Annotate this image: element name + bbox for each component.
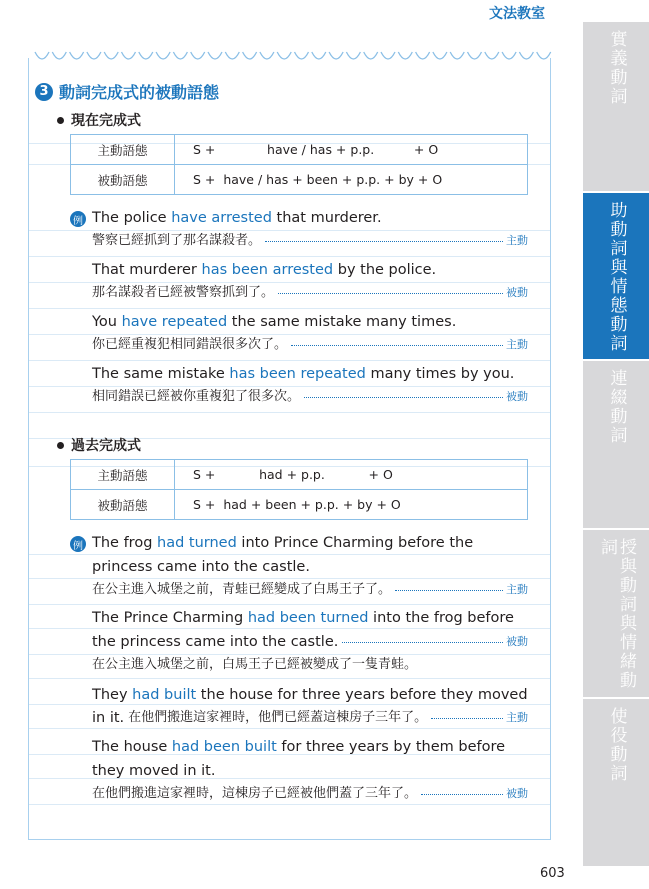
section-title [35, 80, 219, 103]
spiral-loop [329, 52, 343, 59]
subheading-past-perfect: 過去完成式 [57, 435, 141, 455]
spiral-loop [381, 52, 395, 59]
section-title-text: 動詞完成式的被動語態 [59, 83, 220, 102]
example-item [92, 735, 528, 805]
spiral-loop [122, 52, 136, 59]
spiral-loop [346, 52, 360, 59]
example-sentence-continued: princess came into the castle. [92, 559, 310, 575]
example-translation: 你已經重複犯相同錯誤很多次了。 主動 [92, 334, 528, 356]
subheading-present-perfect: 現在完成式 [57, 110, 141, 130]
tab-content-verbs[interactable]: 實義動詞 [583, 22, 649, 191]
spiral-loop [260, 52, 274, 59]
spiral-loop [35, 52, 49, 59]
voice-tag: 被動 [506, 286, 528, 299]
spiral-loop [295, 52, 309, 59]
voice-label: 主動語態 [71, 135, 175, 165]
example-translation: 在他們搬進這家裡時，這棟房子已經被他們蓋了三年了。 被動 [92, 783, 528, 805]
example-sentence: The house had been built for three years by them before [92, 739, 506, 755]
tab-causative-verbs[interactable]: 使役動詞 [583, 699, 649, 866]
spiral-loop [398, 52, 412, 59]
tab-linking-verbs[interactable]: 連綴動詞 [583, 361, 649, 528]
table-row [71, 135, 528, 165]
example-translation: in it. 在他們搬進這家裡時，他們已經蓋這棟房子三年了。 主動 [92, 707, 528, 729]
example-sentence: The police have arrested that murderer. [92, 210, 382, 226]
bullet-dot [57, 442, 64, 449]
spiral-loop [485, 52, 499, 59]
spiral-loop [450, 52, 464, 59]
voice-tag: 主動 [506, 234, 528, 247]
spiral-loop [208, 52, 222, 59]
example-sentence: You have repeated the same mistake many times. [92, 314, 457, 330]
formula-cell: S + had + p.p. + O [175, 460, 528, 490]
spiral-loop [87, 52, 101, 59]
spiral-loop [312, 52, 326, 59]
example-icon: 例 [70, 211, 86, 227]
tab-dative-verbs[interactable]: 授與動詞與情緒動詞 [583, 530, 649, 697]
example-sentence-continued: they moved in it. [92, 763, 216, 779]
example-item [92, 606, 528, 676]
spiral-loop [156, 52, 170, 59]
formula-cell: S + have / has + p.p. + O [175, 135, 528, 165]
voice-tag: 主動 [506, 338, 528, 351]
example-sentence: The frog had turned into Prince Charming before the [92, 535, 474, 551]
chapter-sidebar [583, 22, 649, 866]
example-sentence: The same mistake has been repeated many times by you. [92, 366, 515, 382]
spiral-loop [52, 52, 66, 59]
spiral-loop [104, 52, 118, 59]
voice-tag: 被動 [506, 635, 528, 648]
page-number: 603 [540, 866, 565, 881]
page-header-title: 文法教室 [489, 6, 545, 22]
example-translation: 相同錯誤已經被你重複犯了很多次。 被動 [92, 386, 528, 408]
tab-auxiliary-verbs[interactable]: 助動詞與情態動詞 [583, 193, 649, 359]
spiral-loop [468, 52, 482, 59]
example-item [92, 206, 528, 252]
spiral-loop [502, 52, 516, 59]
spiral-loop [139, 52, 153, 59]
spiral-loop [173, 52, 187, 59]
spiral-loop [519, 52, 533, 59]
voice-label: 被動語態 [71, 490, 175, 520]
formula-cell: S + had + been + p.p. + by + O [175, 490, 528, 520]
example-sentence-continued: the princess came into the castle. 被動 [92, 630, 528, 654]
bullet-dot [57, 117, 64, 124]
spiral-loop [243, 52, 257, 59]
spiral-loop [433, 52, 447, 59]
section-number-badge: 3 [35, 83, 53, 101]
voice-label: 被動語態 [71, 165, 175, 195]
formula-table-present-perfect [70, 134, 528, 195]
formula-table-past-perfect [70, 459, 528, 520]
voice-tag: 主動 [506, 711, 528, 724]
spiral-binding [33, 50, 553, 64]
formula-cell: S + have / has + been + p.p. + by + O [175, 165, 528, 195]
example-sentence: They had built the house for three years before they moved [92, 687, 528, 703]
example-translation: 在公主進入城堡之前，白馬王子已經被變成了一隻青蛙。 [92, 657, 418, 672]
voice-tag: 被動 [506, 390, 528, 403]
table-row [71, 165, 528, 195]
example-item [92, 258, 528, 304]
spiral-loop [191, 52, 205, 59]
example-sentence: The Prince Charming had been turned into the frog before [92, 610, 514, 626]
spiral-loop [416, 52, 430, 59]
example-item [92, 531, 528, 601]
voice-tag: 主動 [506, 583, 528, 596]
spiral-loop [537, 52, 551, 59]
spiral-loop [70, 52, 84, 59]
spiral-loop [277, 52, 291, 59]
example-item [92, 683, 528, 729]
example-translation: 那名謀殺者已經被警察抓到了。 被動 [92, 282, 528, 304]
example-item [92, 362, 528, 408]
voice-label: 主動語態 [71, 460, 175, 490]
voice-tag: 被動 [506, 787, 528, 800]
example-translation: 警察已經抓到了那名謀殺者。 主動 [92, 230, 528, 252]
example-icon: 例 [70, 536, 86, 552]
example-sentence: That murderer has been arrested by the police. [92, 262, 437, 278]
spiral-loop [364, 52, 378, 59]
spiral-loop [225, 52, 239, 59]
table-row [71, 490, 528, 520]
example-item [92, 310, 528, 356]
example-translation: 在公主進入城堡之前，青蛙已經變成了白馬王子了。 主動 [92, 579, 528, 601]
table-row [71, 460, 528, 490]
